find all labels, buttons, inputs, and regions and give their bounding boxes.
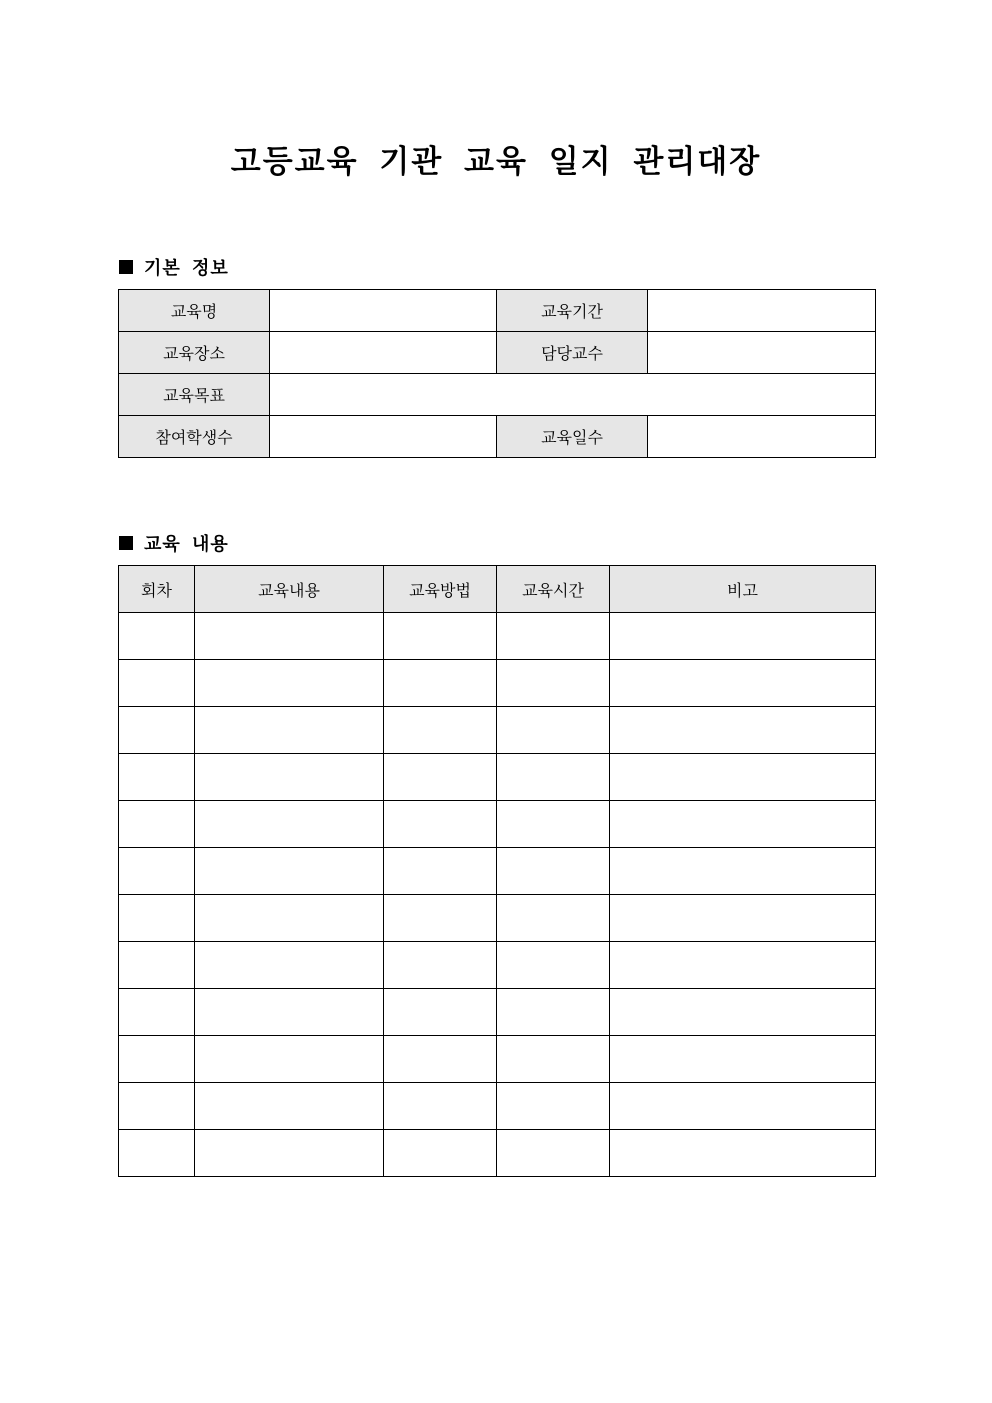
- table-row: [119, 942, 876, 989]
- time-cell[interactable]: [497, 707, 610, 754]
- session-cell[interactable]: [119, 1083, 195, 1130]
- method-cell[interactable]: [384, 895, 497, 942]
- remarks-cell[interactable]: [610, 1036, 876, 1083]
- method-cell[interactable]: [384, 942, 497, 989]
- label-student-count: 참여학생수: [119, 416, 270, 458]
- remarks-cell[interactable]: [610, 895, 876, 942]
- label-education-days: 교육일수: [497, 416, 648, 458]
- content-cell[interactable]: [195, 989, 384, 1036]
- column-header-session: 회차: [119, 566, 195, 613]
- content-table: [118, 565, 876, 1177]
- info-row: [119, 416, 876, 458]
- remarks-cell[interactable]: [610, 801, 876, 848]
- content-heading-text: 교육 내용: [144, 534, 229, 555]
- table-row: [119, 754, 876, 801]
- method-cell[interactable]: [384, 989, 497, 1036]
- session-cell[interactable]: [119, 801, 195, 848]
- remarks-cell[interactable]: [610, 942, 876, 989]
- table-row: [119, 1130, 876, 1177]
- time-cell[interactable]: [497, 1036, 610, 1083]
- session-cell[interactable]: [119, 848, 195, 895]
- session-cell[interactable]: [119, 1130, 195, 1177]
- remarks-cell[interactable]: [610, 1083, 876, 1130]
- time-cell[interactable]: [497, 895, 610, 942]
- square-bullet-icon: [119, 260, 133, 274]
- content-cell[interactable]: [195, 801, 384, 848]
- info-row: [119, 332, 876, 374]
- session-cell[interactable]: [119, 942, 195, 989]
- table-row: [119, 989, 876, 1036]
- professor-field[interactable]: [648, 332, 876, 374]
- education-location-field[interactable]: [270, 332, 497, 374]
- remarks-cell[interactable]: [610, 989, 876, 1036]
- session-cell[interactable]: [119, 989, 195, 1036]
- document-title: 고등교육 기관 교육 일지 관리대장: [230, 144, 762, 180]
- time-cell[interactable]: [497, 613, 610, 660]
- method-cell[interactable]: [384, 707, 497, 754]
- remarks-cell[interactable]: [610, 613, 876, 660]
- session-cell[interactable]: [119, 660, 195, 707]
- method-cell[interactable]: [384, 801, 497, 848]
- content-header-row: [119, 566, 876, 613]
- student-count-field[interactable]: [270, 416, 497, 458]
- remarks-cell[interactable]: [610, 848, 876, 895]
- method-cell[interactable]: [384, 848, 497, 895]
- table-row: [119, 801, 876, 848]
- time-cell[interactable]: [497, 660, 610, 707]
- table-row: [119, 1036, 876, 1083]
- remarks-cell[interactable]: [610, 754, 876, 801]
- content-cell[interactable]: [195, 1083, 384, 1130]
- method-cell[interactable]: [384, 1130, 497, 1177]
- session-cell[interactable]: [119, 613, 195, 660]
- label-education-name: 교육명: [119, 290, 270, 332]
- education-objective-field[interactable]: [270, 374, 876, 416]
- table-row: [119, 848, 876, 895]
- session-cell[interactable]: [119, 754, 195, 801]
- time-cell[interactable]: [497, 754, 610, 801]
- education-name-field[interactable]: [270, 290, 497, 332]
- square-bullet-icon: [119, 536, 133, 550]
- column-header-time: 교육시간: [497, 566, 610, 613]
- basic-info-heading-text: 기본 정보: [144, 258, 229, 279]
- remarks-cell[interactable]: [610, 1130, 876, 1177]
- info-row: [119, 290, 876, 332]
- table-row: [119, 895, 876, 942]
- education-days-field[interactable]: [648, 416, 876, 458]
- basic-info-table: [118, 289, 876, 458]
- remarks-cell[interactable]: [610, 660, 876, 707]
- time-cell[interactable]: [497, 1130, 610, 1177]
- method-cell[interactable]: [384, 613, 497, 660]
- content-cell[interactable]: [195, 942, 384, 989]
- content-cell[interactable]: [195, 660, 384, 707]
- method-cell[interactable]: [384, 1083, 497, 1130]
- content-cell[interactable]: [195, 707, 384, 754]
- content-cell[interactable]: [195, 613, 384, 660]
- time-cell[interactable]: [497, 942, 610, 989]
- content-cell[interactable]: [195, 754, 384, 801]
- content-cell[interactable]: [195, 1130, 384, 1177]
- session-cell[interactable]: [119, 895, 195, 942]
- method-cell[interactable]: [384, 660, 497, 707]
- table-row: [119, 1083, 876, 1130]
- method-cell[interactable]: [384, 754, 497, 801]
- time-cell[interactable]: [497, 1083, 610, 1130]
- label-professor: 담당교수: [497, 332, 648, 374]
- table-row: [119, 660, 876, 707]
- session-cell[interactable]: [119, 1036, 195, 1083]
- label-education-location: 교육장소: [119, 332, 270, 374]
- info-row: [119, 374, 876, 416]
- time-cell[interactable]: [497, 801, 610, 848]
- time-cell[interactable]: [497, 989, 610, 1036]
- table-row: [119, 707, 876, 754]
- label-education-period: 교육기간: [497, 290, 648, 332]
- basic-info-heading: [119, 254, 229, 280]
- content-cell[interactable]: [195, 848, 384, 895]
- content-cell[interactable]: [195, 895, 384, 942]
- content-heading: [119, 530, 229, 556]
- session-cell[interactable]: [119, 707, 195, 754]
- time-cell[interactable]: [497, 848, 610, 895]
- method-cell[interactable]: [384, 1036, 497, 1083]
- label-education-objective: 교육목표: [119, 374, 270, 416]
- column-header-method: 교육방법: [384, 566, 497, 613]
- table-row: [119, 613, 876, 660]
- remarks-cell[interactable]: [610, 707, 876, 754]
- education-period-field[interactable]: [648, 290, 876, 332]
- content-cell[interactable]: [195, 1036, 384, 1083]
- column-header-content: 교육내용: [195, 566, 384, 613]
- column-header-remarks: 비고: [610, 566, 876, 613]
